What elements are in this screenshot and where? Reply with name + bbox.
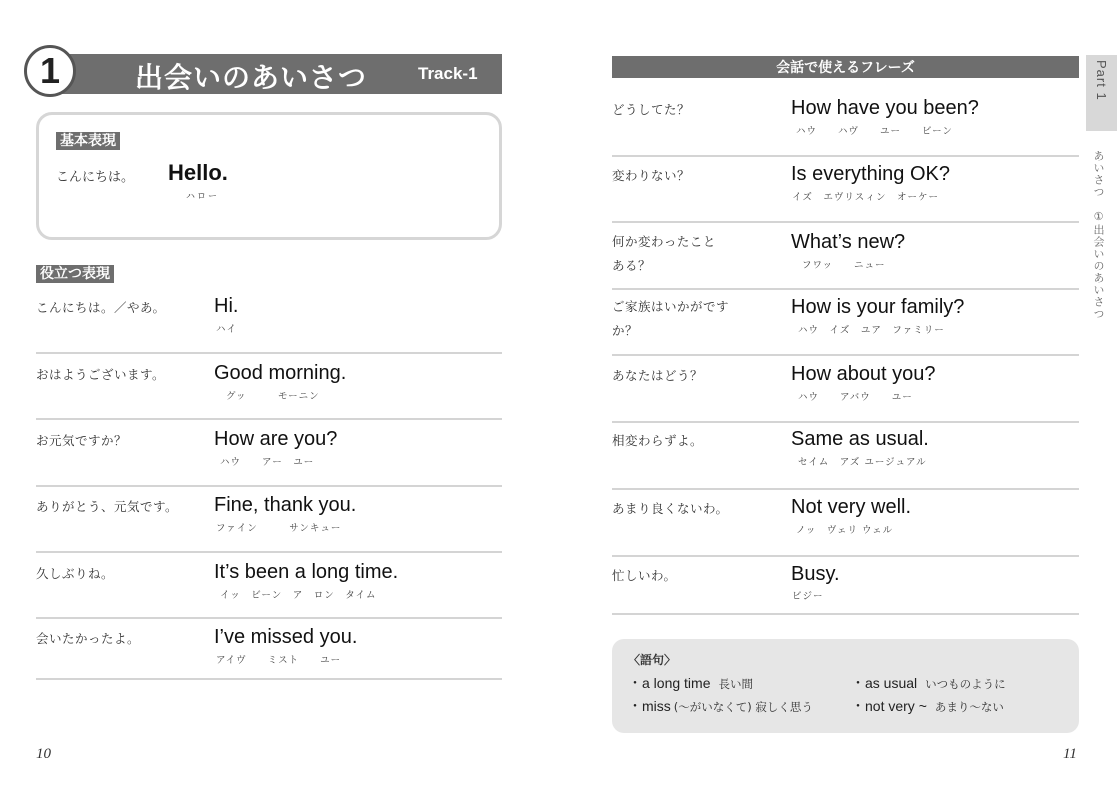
phrase-jp: ご家族はいかがです か？ — [612, 299, 730, 338]
phrase-en: Good morning. — [214, 362, 347, 384]
phrase-kana: ハウ アー ユー — [220, 457, 315, 468]
list-item — [612, 295, 1079, 351]
vocabulary-jp: いつものように — [925, 677, 1006, 691]
phrase-kana: グッ モーニン — [226, 391, 320, 402]
vocabulary-en: ・miss — [628, 698, 671, 714]
basic-expression-tag-label: 基本表現 — [56, 132, 120, 150]
vocabulary-item — [628, 696, 813, 716]
phrase-kana: ビジー — [792, 591, 824, 602]
divider — [612, 155, 1079, 157]
list-item — [612, 162, 1079, 218]
list-item — [36, 294, 502, 350]
divider — [36, 418, 502, 420]
vocabulary-jp: 長い間 — [718, 677, 753, 691]
divider — [612, 421, 1079, 423]
phrase-kana: ハウ アバウ ユー — [798, 392, 913, 403]
divider — [36, 617, 502, 619]
divider — [36, 678, 502, 680]
list-item — [612, 495, 1079, 551]
basic-jp: こんにちは。 — [56, 170, 135, 185]
vocabulary-item — [628, 673, 753, 693]
phrase-kana: ハウ ハヴ ユー ビーン — [796, 126, 953, 137]
basic-kana: ハロー — [186, 192, 220, 202]
list-item — [36, 625, 502, 681]
phrase-en: How about you? — [791, 363, 936, 385]
list-item — [612, 562, 1079, 612]
divider — [36, 352, 502, 354]
divider — [612, 488, 1079, 490]
phrase-en: Hi. — [214, 295, 239, 317]
phrase-en: How are you? — [214, 428, 338, 450]
list-item — [612, 427, 1079, 483]
phrase-kana: イズ エヴリスィン オーケー — [792, 192, 940, 203]
phrase-en: I’ve missed you. — [214, 626, 358, 648]
phrase-en: It’s been a long time. — [214, 561, 399, 583]
divider — [612, 555, 1079, 557]
phrase-kana: フワッ ニュー — [802, 260, 886, 271]
vocabulary-item — [851, 673, 1006, 693]
vocabulary-jp: あまり〜ない — [934, 700, 1004, 714]
phrase-jp: あまり良くないわ。 — [612, 501, 729, 516]
track-label: Track-1 — [418, 64, 478, 83]
basic-expression-tag — [56, 130, 120, 150]
phrase-en: Busy. — [791, 563, 840, 585]
divider — [612, 613, 1079, 615]
phrase-jp: 変わりない？ — [612, 168, 691, 183]
list-item — [36, 427, 502, 483]
phrases-header: 会話で使えるフレーズ — [612, 56, 1079, 78]
phrase-en: What’s new? — [791, 231, 906, 253]
list-item — [36, 361, 502, 417]
basic-en: Hello. — [168, 160, 228, 185]
vocabulary-item — [851, 696, 1004, 716]
list-item — [612, 362, 1079, 418]
phrase-en: How is your family? — [791, 296, 965, 318]
phrase-kana: ノッ ヴェリ ウェル — [796, 525, 894, 536]
phrase-en: How have you been? — [791, 97, 979, 119]
phrase-jp: おはようございます。 — [36, 367, 166, 382]
divider — [36, 551, 502, 553]
divider — [36, 485, 502, 487]
section-label: あいさつ ①出会いのあいさつ — [1092, 150, 1105, 320]
divider — [612, 354, 1079, 356]
page-number-right: 11 — [1063, 746, 1077, 762]
vocabulary-jp: (〜がいなくて) 寂しく思う — [673, 700, 813, 714]
chapter-number-badge: 1 — [24, 45, 76, 97]
chapter-title: 出会いのあいさつ — [135, 61, 368, 94]
phrase-jp: 何か変わったこと ある？ — [612, 234, 716, 273]
phrase-jp: あなたはどう？ — [612, 368, 704, 383]
useful-expression-tag — [36, 263, 114, 283]
vocabulary-en: ・as usual — [851, 675, 918, 691]
phrase-jp: どうしてた？ — [612, 102, 691, 117]
useful-expression-tag-label: 役立つ表現 — [36, 265, 114, 283]
phrase-jp: お元気ですか？ — [36, 433, 128, 448]
phrase-kana: アイヴ ミスト ユー — [216, 655, 342, 666]
list-item — [36, 493, 502, 549]
list-item — [612, 230, 1079, 286]
phrase-kana: ファイン サンキュー — [216, 523, 342, 534]
phrase-kana: セイム アズ ユージュアル — [798, 457, 927, 468]
part-label: Part 1 — [1094, 60, 1109, 101]
list-item — [36, 560, 502, 616]
phrase-kana: イッ ビーン ア ロン タイム — [220, 590, 377, 601]
list-item — [612, 96, 1079, 152]
phrase-jp: 会いたかったよ。 — [36, 631, 141, 646]
phrase-jp: ありがとう、元気です。 — [36, 499, 179, 514]
phrase-en: Fine, thank you. — [214, 494, 357, 516]
phrase-jp: 久しぶりね。 — [36, 566, 115, 581]
phrase-kana: ハウ イズ ユア ファミリー — [798, 325, 945, 336]
phrase-kana: ハイ — [216, 324, 238, 335]
vocabulary-en: ・not very ~ — [851, 698, 927, 714]
divider — [612, 288, 1079, 290]
vocabulary-title: 〈語句〉 — [628, 653, 677, 667]
divider — [612, 221, 1079, 223]
phrase-jp: 相変わらずよ。 — [612, 433, 704, 448]
phrase-en: Same as usual. — [791, 428, 929, 450]
page-number-left: 10 — [36, 746, 51, 762]
phrase-en: Is everything OK? — [791, 163, 950, 185]
phrase-en: Not very well. — [791, 496, 912, 518]
phrase-jp: こんにちは。／やあ。 — [36, 300, 166, 315]
phrase-jp: 忙しいわ。 — [612, 568, 677, 583]
vocabulary-en: ・a long time — [628, 675, 711, 691]
